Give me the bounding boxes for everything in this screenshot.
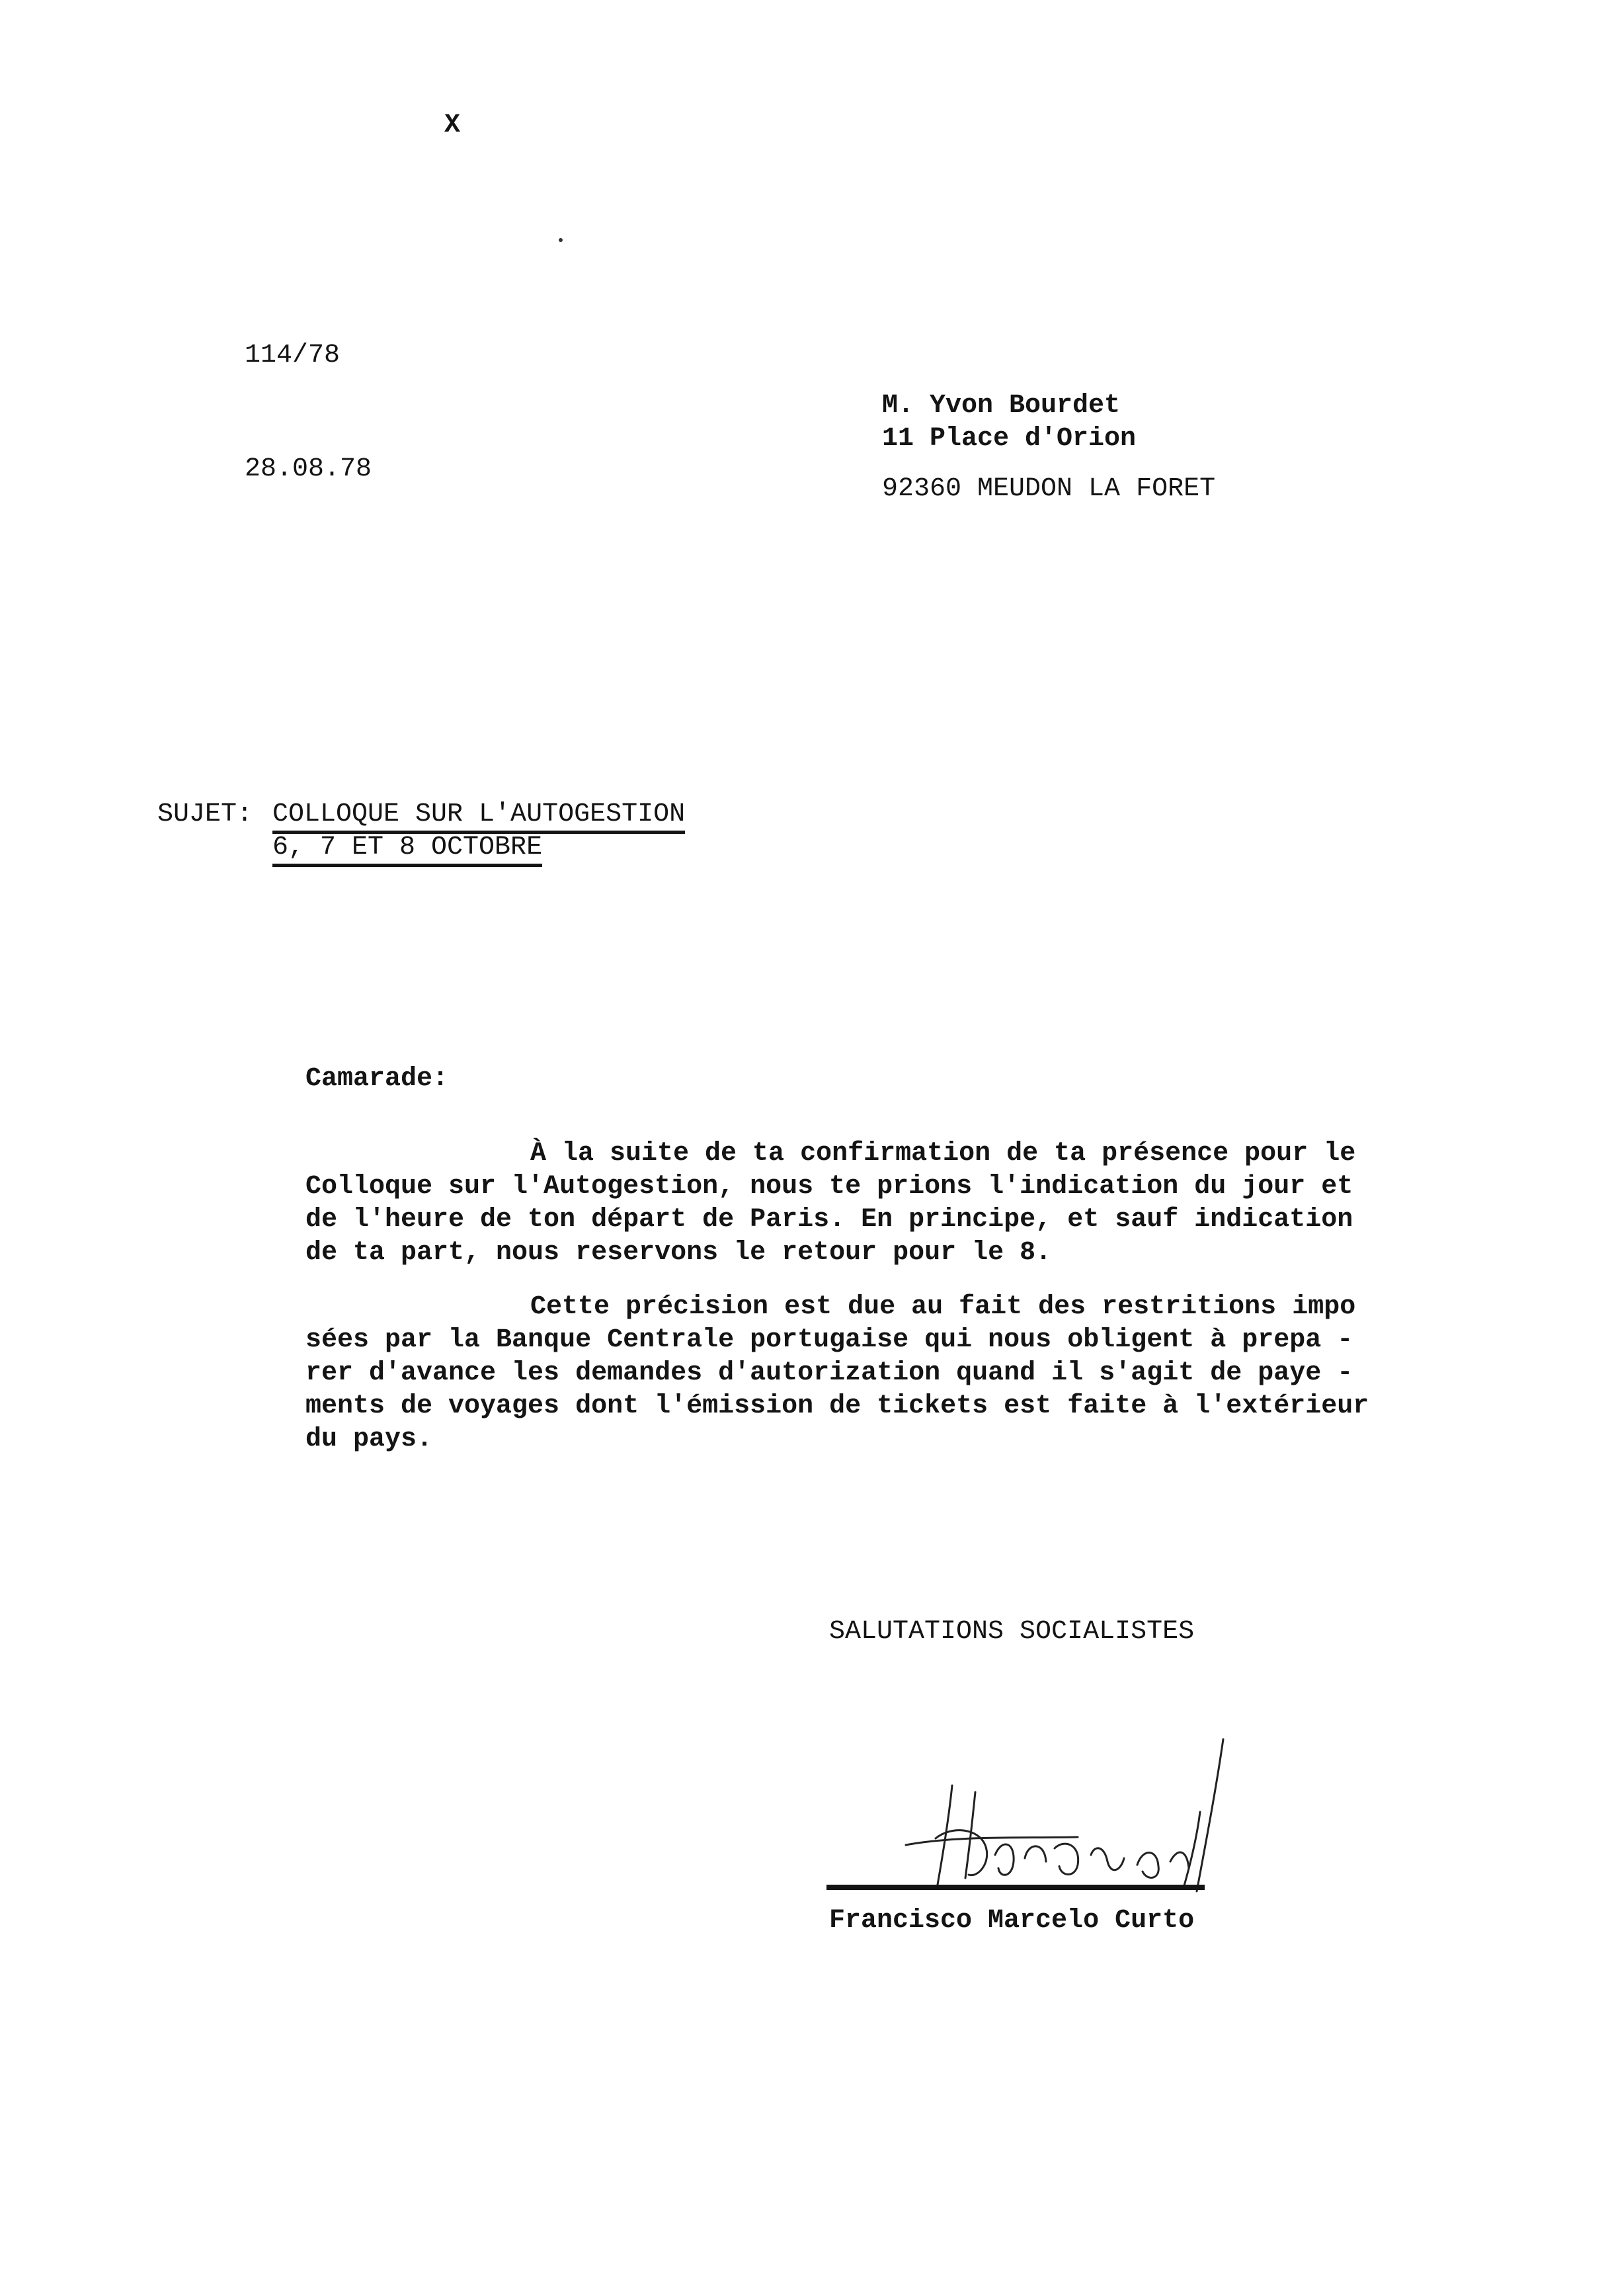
paragraph-2-line: sées par la Banque Centrale portugaise qui nous obligent à prepa -	[305, 1325, 1353, 1355]
reference-number: 114/78	[245, 341, 341, 370]
salutation: Camarade:	[305, 1064, 449, 1094]
subject-label: SUJET:	[157, 800, 253, 829]
paragraph-2-line: rer d'avance les demandes d'autorization quand il s'agit de paye -	[305, 1358, 1353, 1388]
handwritten-signature	[826, 1713, 1303, 1911]
paragraph-1-line: de l'heure de ton départ de Paris. En principe, et sauf indication	[305, 1205, 1353, 1235]
paragraph-2-line: du pays.	[305, 1424, 433, 1454]
paragraph-1-line: de ta part, nous reservons le retour pour le 8.	[305, 1238, 1052, 1268]
stray-dot	[559, 238, 563, 242]
recipient-street: 11 Place d'Orion	[882, 424, 1137, 454]
letter-date: 28.08.78	[245, 454, 372, 484]
paragraph-1-line: À la suite de ta confirmation de ta présence pour le	[530, 1139, 1356, 1168]
signer-name: Francisco Marcelo Curto	[829, 1906, 1195, 1936]
paragraph-1-line: Colloque sur l'Autogestion, nous te prions l'indication du jour et	[305, 1172, 1353, 1202]
paragraph-1	[305, 1137, 1403, 1270]
subject-line-2: 6, 7 ET 8 OCTOBRE	[272, 835, 542, 867]
recipient-city: 92360 MEUDON LA FORET	[882, 474, 1216, 504]
signature-line	[826, 1885, 1205, 1890]
subject-line-1: COLLOQUE SUR L'AUTOGESTION	[272, 801, 685, 834]
paragraph-2-line: ments de voyages dont l'émission de tickets est faite à l'extérieur	[305, 1391, 1369, 1421]
paragraph-2	[305, 1291, 1403, 1456]
filing-mark: X	[444, 110, 461, 140]
closing-salutation: SALUTATIONS SOCIALISTES	[829, 1617, 1195, 1647]
paragraph-2-line: Cette précision est due au fait des restritions impo	[530, 1292, 1356, 1322]
recipient-name: M. Yvon Bourdet	[882, 391, 1121, 421]
